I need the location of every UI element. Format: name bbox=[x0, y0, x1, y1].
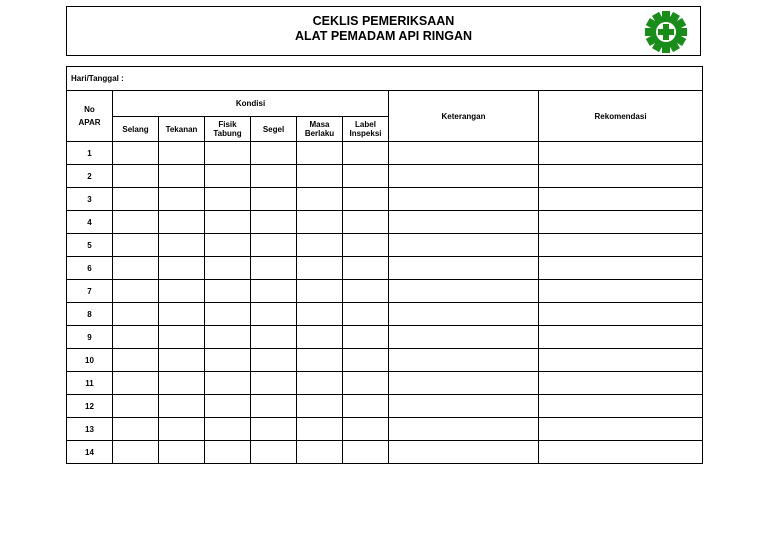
cell-selang[interactable] bbox=[113, 188, 159, 211]
subheader-tekanan: Tekanan bbox=[159, 117, 205, 142]
row-number: 3 bbox=[67, 188, 113, 211]
k3-logo-icon bbox=[645, 11, 687, 53]
cell-keterangan[interactable] bbox=[389, 234, 539, 257]
row-number: 9 bbox=[67, 326, 113, 349]
cell-keterangan[interactable] bbox=[389, 142, 539, 165]
cell-label-inspeksi[interactable] bbox=[343, 165, 389, 188]
cell-masa-berlaku[interactable] bbox=[297, 257, 343, 280]
cell-selang[interactable] bbox=[113, 395, 159, 418]
cell-fisik-tabung[interactable] bbox=[205, 418, 251, 441]
column-header-rekomendasi: Rekomendasi bbox=[539, 91, 703, 142]
cell-label-inspeksi[interactable] bbox=[343, 395, 389, 418]
table-row bbox=[67, 372, 703, 395]
cell-rekomendasi[interactable] bbox=[539, 349, 703, 372]
cell-keterangan[interactable] bbox=[389, 349, 539, 372]
cell-segel[interactable] bbox=[251, 165, 297, 188]
inspection-table bbox=[66, 66, 703, 464]
cell-fisik-tabung[interactable] bbox=[205, 211, 251, 234]
cell-masa-berlaku[interactable] bbox=[297, 418, 343, 441]
berlaku-label: Berlaku bbox=[304, 129, 335, 138]
table-row bbox=[67, 349, 703, 372]
cell-fisik-tabung[interactable] bbox=[205, 303, 251, 326]
row-number: 12 bbox=[67, 395, 113, 418]
cell-masa-berlaku[interactable] bbox=[297, 142, 343, 165]
cell-segel[interactable] bbox=[251, 441, 297, 464]
cell-selang[interactable] bbox=[113, 211, 159, 234]
cell-fisik-tabung[interactable] bbox=[205, 441, 251, 464]
table-body bbox=[67, 142, 703, 464]
cell-fisik-tabung[interactable] bbox=[205, 372, 251, 395]
cell-segel[interactable] bbox=[251, 234, 297, 257]
cell-fisik-tabung[interactable] bbox=[205, 257, 251, 280]
cell-segel[interactable] bbox=[251, 326, 297, 349]
cell-fisik-tabung[interactable] bbox=[205, 280, 251, 303]
cell-rekomendasi[interactable] bbox=[539, 280, 703, 303]
cell-keterangan[interactable] bbox=[389, 441, 539, 464]
cell-tekanan[interactable] bbox=[159, 441, 205, 464]
table-row bbox=[67, 165, 703, 188]
form-header bbox=[66, 6, 701, 56]
cell-selang[interactable] bbox=[113, 326, 159, 349]
row-number: 13 bbox=[67, 418, 113, 441]
cell-tekanan[interactable] bbox=[159, 142, 205, 165]
label-label: Label bbox=[355, 120, 376, 129]
cell-keterangan[interactable] bbox=[389, 326, 539, 349]
cell-rekomendasi[interactable] bbox=[539, 211, 703, 234]
row-number: 14 bbox=[67, 441, 113, 464]
table-row bbox=[67, 234, 703, 257]
table-row bbox=[67, 280, 703, 303]
cell-segel[interactable] bbox=[251, 211, 297, 234]
cell-selang[interactable] bbox=[113, 349, 159, 372]
cell-label-inspeksi[interactable] bbox=[343, 326, 389, 349]
cell-keterangan[interactable] bbox=[389, 303, 539, 326]
cell-keterangan[interactable] bbox=[389, 395, 539, 418]
cell-selang[interactable] bbox=[113, 142, 159, 165]
cell-fisik-tabung[interactable] bbox=[205, 188, 251, 211]
cell-selang[interactable] bbox=[113, 372, 159, 395]
form-title-line1: CEKLIS PEMERIKSAAN bbox=[312, 14, 455, 28]
cell-segel[interactable] bbox=[251, 280, 297, 303]
cell-selang[interactable] bbox=[113, 303, 159, 326]
cell-rekomendasi[interactable] bbox=[539, 395, 703, 418]
subheader-label-inspeksi bbox=[343, 117, 389, 142]
apar-label: APAR bbox=[78, 118, 101, 127]
cell-label-inspeksi[interactable] bbox=[343, 303, 389, 326]
cell-masa-berlaku[interactable] bbox=[297, 211, 343, 234]
inspeksi-label: Inspeksi bbox=[349, 129, 382, 138]
cell-segel[interactable] bbox=[251, 418, 297, 441]
cell-label-inspeksi[interactable] bbox=[343, 349, 389, 372]
cell-masa-berlaku[interactable] bbox=[297, 349, 343, 372]
cell-masa-berlaku[interactable] bbox=[297, 372, 343, 395]
cell-segel[interactable] bbox=[251, 349, 297, 372]
cell-keterangan[interactable] bbox=[389, 418, 539, 441]
cell-label-inspeksi[interactable] bbox=[343, 280, 389, 303]
row-number: 11 bbox=[67, 372, 113, 395]
cell-masa-berlaku[interactable] bbox=[297, 303, 343, 326]
cell-segel[interactable] bbox=[251, 395, 297, 418]
cell-label-inspeksi[interactable] bbox=[343, 372, 389, 395]
cell-tekanan[interactable] bbox=[159, 188, 205, 211]
cell-fisik-tabung[interactable] bbox=[205, 326, 251, 349]
cell-tekanan[interactable] bbox=[159, 326, 205, 349]
cell-segel[interactable] bbox=[251, 303, 297, 326]
cell-label-inspeksi[interactable] bbox=[343, 441, 389, 464]
cell-tekanan[interactable] bbox=[159, 349, 205, 372]
cell-selang[interactable] bbox=[113, 280, 159, 303]
table-row bbox=[67, 188, 703, 211]
cell-masa-berlaku[interactable] bbox=[297, 280, 343, 303]
form-title-line2: ALAT PEMADAM API RINGAN bbox=[294, 29, 473, 43]
cell-segel[interactable] bbox=[251, 188, 297, 211]
cell-tekanan[interactable] bbox=[159, 395, 205, 418]
cell-rekomendasi[interactable] bbox=[539, 188, 703, 211]
cell-rekomendasi[interactable] bbox=[539, 326, 703, 349]
cell-masa-berlaku[interactable] bbox=[297, 395, 343, 418]
table-row bbox=[67, 211, 703, 234]
cell-label-inspeksi[interactable] bbox=[343, 211, 389, 234]
cell-keterangan[interactable] bbox=[389, 165, 539, 188]
cell-tekanan[interactable] bbox=[159, 211, 205, 234]
cell-tekanan[interactable] bbox=[159, 257, 205, 280]
table-row bbox=[67, 418, 703, 441]
cell-selang[interactable] bbox=[113, 165, 159, 188]
column-header-keterangan: Keterangan bbox=[389, 91, 539, 142]
cell-masa-berlaku[interactable] bbox=[297, 234, 343, 257]
table-row bbox=[67, 303, 703, 326]
row-number: 1 bbox=[67, 142, 113, 165]
table-row bbox=[67, 395, 703, 418]
table-row bbox=[67, 326, 703, 349]
cell-tekanan[interactable] bbox=[159, 280, 205, 303]
cell-label-inspeksi[interactable] bbox=[343, 257, 389, 280]
cell-rekomendasi[interactable] bbox=[539, 142, 703, 165]
masa-label: Masa bbox=[309, 120, 330, 129]
subheader-segel: Segel bbox=[251, 117, 297, 142]
table-row bbox=[67, 441, 703, 464]
cell-rekomendasi[interactable] bbox=[539, 234, 703, 257]
cell-rekomendasi[interactable] bbox=[539, 441, 703, 464]
cell-fisik-tabung[interactable] bbox=[205, 349, 251, 372]
column-header-no-apar bbox=[67, 91, 113, 142]
cell-tekanan[interactable] bbox=[159, 303, 205, 326]
cell-selang[interactable] bbox=[113, 418, 159, 441]
cell-selang[interactable] bbox=[113, 441, 159, 464]
cell-label-inspeksi[interactable] bbox=[343, 418, 389, 441]
subheader-selang: Selang bbox=[113, 117, 159, 142]
row-number: 4 bbox=[67, 211, 113, 234]
row-number: 10 bbox=[67, 349, 113, 372]
cell-label-inspeksi[interactable] bbox=[343, 142, 389, 165]
date-field[interactable] bbox=[67, 67, 703, 91]
row-number: 7 bbox=[67, 280, 113, 303]
row-number: 5 bbox=[67, 234, 113, 257]
cell-segel[interactable] bbox=[251, 257, 297, 280]
cell-masa-berlaku[interactable] bbox=[297, 326, 343, 349]
row-number: 6 bbox=[67, 257, 113, 280]
cell-label-inspeksi[interactable] bbox=[343, 234, 389, 257]
cell-segel[interactable] bbox=[251, 142, 297, 165]
cell-keterangan[interactable] bbox=[389, 372, 539, 395]
row-number: 8 bbox=[67, 303, 113, 326]
cell-fisik-tabung[interactable] bbox=[205, 142, 251, 165]
cell-rekomendasi[interactable] bbox=[539, 257, 703, 280]
cell-rekomendasi[interactable] bbox=[539, 372, 703, 395]
cell-masa-berlaku[interactable] bbox=[297, 188, 343, 211]
cell-keterangan[interactable] bbox=[389, 188, 539, 211]
cell-rekomendasi[interactable] bbox=[539, 303, 703, 326]
cell-rekomendasi[interactable] bbox=[539, 418, 703, 441]
cell-keterangan[interactable] bbox=[389, 280, 539, 303]
cell-selang[interactable] bbox=[113, 234, 159, 257]
cell-keterangan[interactable] bbox=[389, 257, 539, 280]
cell-rekomendasi[interactable] bbox=[539, 165, 703, 188]
table-row bbox=[67, 257, 703, 280]
table-row bbox=[67, 142, 703, 165]
cell-tekanan[interactable] bbox=[159, 418, 205, 441]
row-number: 2 bbox=[67, 165, 113, 188]
cell-fisik-tabung[interactable] bbox=[205, 395, 251, 418]
cell-masa-berlaku[interactable] bbox=[297, 441, 343, 464]
cell-tekanan[interactable] bbox=[159, 165, 205, 188]
cell-label-inspeksi[interactable] bbox=[343, 188, 389, 211]
column-header-kondisi: Kondisi bbox=[113, 91, 389, 117]
fisik-label: Fisik bbox=[218, 120, 237, 129]
no-label: No bbox=[84, 105, 95, 114]
subheader-masa-berlaku bbox=[297, 117, 343, 142]
cell-fisik-tabung[interactable] bbox=[205, 165, 251, 188]
cell-segel[interactable] bbox=[251, 372, 297, 395]
cell-tekanan[interactable] bbox=[159, 372, 205, 395]
subheader-fisik-tabung bbox=[205, 117, 251, 142]
tabung-label: Tabung bbox=[213, 129, 242, 138]
cell-keterangan[interactable] bbox=[389, 211, 539, 234]
cell-fisik-tabung[interactable] bbox=[205, 234, 251, 257]
date-label: Hari/Tanggal : bbox=[71, 74, 124, 83]
form-title bbox=[67, 14, 700, 44]
cell-selang[interactable] bbox=[113, 257, 159, 280]
cell-tekanan[interactable] bbox=[159, 234, 205, 257]
cell-masa-berlaku[interactable] bbox=[297, 165, 343, 188]
